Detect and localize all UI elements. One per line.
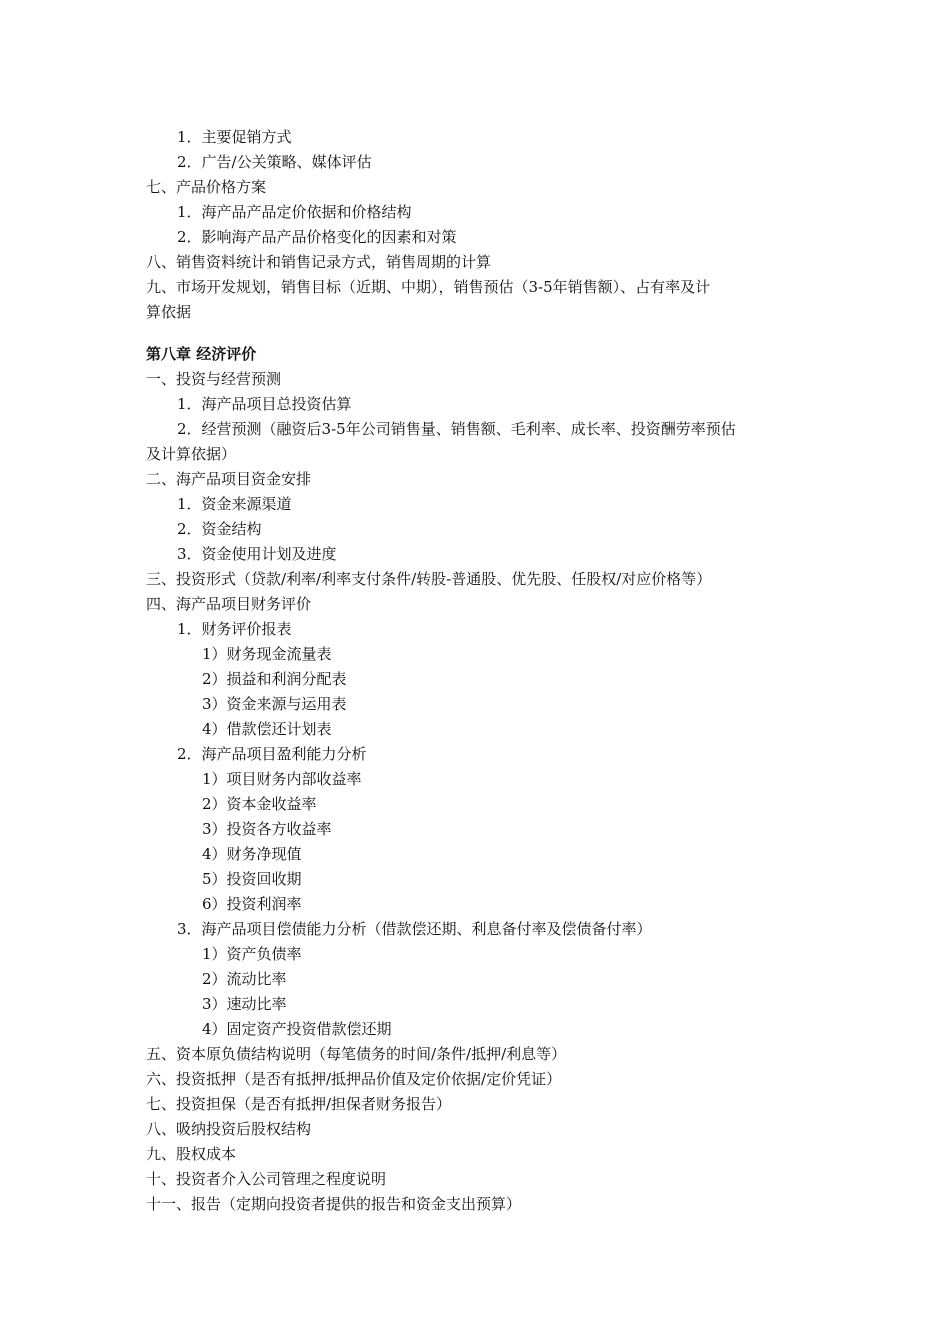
item-pricing-basis: 1．海产品产品定价依据和价格结构 xyxy=(177,203,412,221)
section-7-guarantee: 七、投资担保（是否有抵押/担保者财务报告） xyxy=(146,1095,452,1113)
subitem-npv: 4）财务净现值 xyxy=(202,845,302,863)
item-total-investment: 1．海产品项目总投资估算 xyxy=(177,395,352,413)
subitem-capital-return: 2）资本金收益率 xyxy=(202,795,317,813)
section-8-sales-records: 八、销售资料统计和销售记录方式，销售周期的计算 xyxy=(146,253,492,271)
section-5-debt-structure: 五、资本原负债结构说明（每笔债务的时间/条件/抵押/利息等） xyxy=(146,1045,567,1063)
subitem-payback: 5）投资回收期 xyxy=(202,870,302,888)
item-funding-source: 1．资金来源渠道 xyxy=(177,495,292,513)
item-main-promotion: 1．主要促销方式 xyxy=(177,128,292,146)
section-9-market-plan: 九、市场开发规划，销售目标（近期、中期），销售预估（3-5年销售额）、占有率及计 xyxy=(146,278,711,296)
section-9-equity-cost: 九、股权成本 xyxy=(146,1145,237,1163)
section-2-funding: 二、海产品项目资金安排 xyxy=(146,470,312,488)
item-funding-structure: 2．资金结构 xyxy=(177,520,262,538)
item-operation-forecast-cont: 及计算依据） xyxy=(146,445,237,463)
subitem-funds-usage: 3）资金来源与运用表 xyxy=(202,695,347,713)
section-10-investor-involvement: 十、投资者介入公司管理之程度说明 xyxy=(146,1170,387,1188)
item-financial-statements: 1．财务评价报表 xyxy=(177,620,292,638)
subitem-profit-distribution: 2）损益和利润分配表 xyxy=(202,670,347,688)
chapter-8-heading: 第八章 经济评价 xyxy=(146,345,257,363)
section-11-reports: 十一、报告（定期向投资者提供的报告和资金支出预算） xyxy=(146,1195,522,1213)
section-3-investment-form: 三、投资形式（贷款/利率/利率支付条件/转股-普通股、优先股、任股权/对应价格等） xyxy=(146,570,712,588)
item-solvency: 3．海产品项目偿债能力分析（借款偿还期、利息备付率及偿债备付率） xyxy=(177,920,652,938)
section-4-financial-eval: 四、海产品项目财务评价 xyxy=(146,595,312,613)
item-advertising-pr: 2．广告/公关策略、媒体评估 xyxy=(177,153,372,171)
item-pricing-factors: 2．影响海产品产品价格变化的因素和对策 xyxy=(177,228,457,246)
item-operation-forecast: 2．经营预测（融资后3-5年公司销售量、销售额、毛利率、成长率、投资酬劳率预估 xyxy=(177,420,736,438)
subitem-irr: 1）项目财务内部收益率 xyxy=(202,770,362,788)
section-9-market-plan-cont: 算依据 xyxy=(146,303,192,321)
subitem-quick-ratio: 3）速动比率 xyxy=(202,995,287,1013)
subitem-fixed-asset-loan: 4）固定资产投资借款偿还期 xyxy=(202,1020,392,1038)
item-profitability: 2．海产品项目盈利能力分析 xyxy=(177,745,367,763)
item-funding-plan: 3．资金使用计划及进度 xyxy=(177,545,337,563)
section-6-collateral: 六、投资抵押（是否有抵押/抵押品价值及定价依据/定价凭证） xyxy=(146,1070,562,1088)
section-7-pricing: 七、产品价格方案 xyxy=(146,178,267,196)
subitem-investor-return: 3）投资各方收益率 xyxy=(202,820,332,838)
subitem-debt-ratio: 1）资产负债率 xyxy=(202,945,302,963)
subitem-roi: 6）投资利润率 xyxy=(202,895,302,913)
subitem-cashflow: 1）财务现金流量表 xyxy=(202,645,332,663)
subitem-loan-repayment: 4）借款偿还计划表 xyxy=(202,720,332,738)
section-8-equity-structure: 八、吸纳投资后股权结构 xyxy=(146,1120,312,1138)
section-1-investment-forecast: 一、投资与经营预测 xyxy=(146,370,282,388)
subitem-current-ratio: 2）流动比率 xyxy=(202,970,287,988)
